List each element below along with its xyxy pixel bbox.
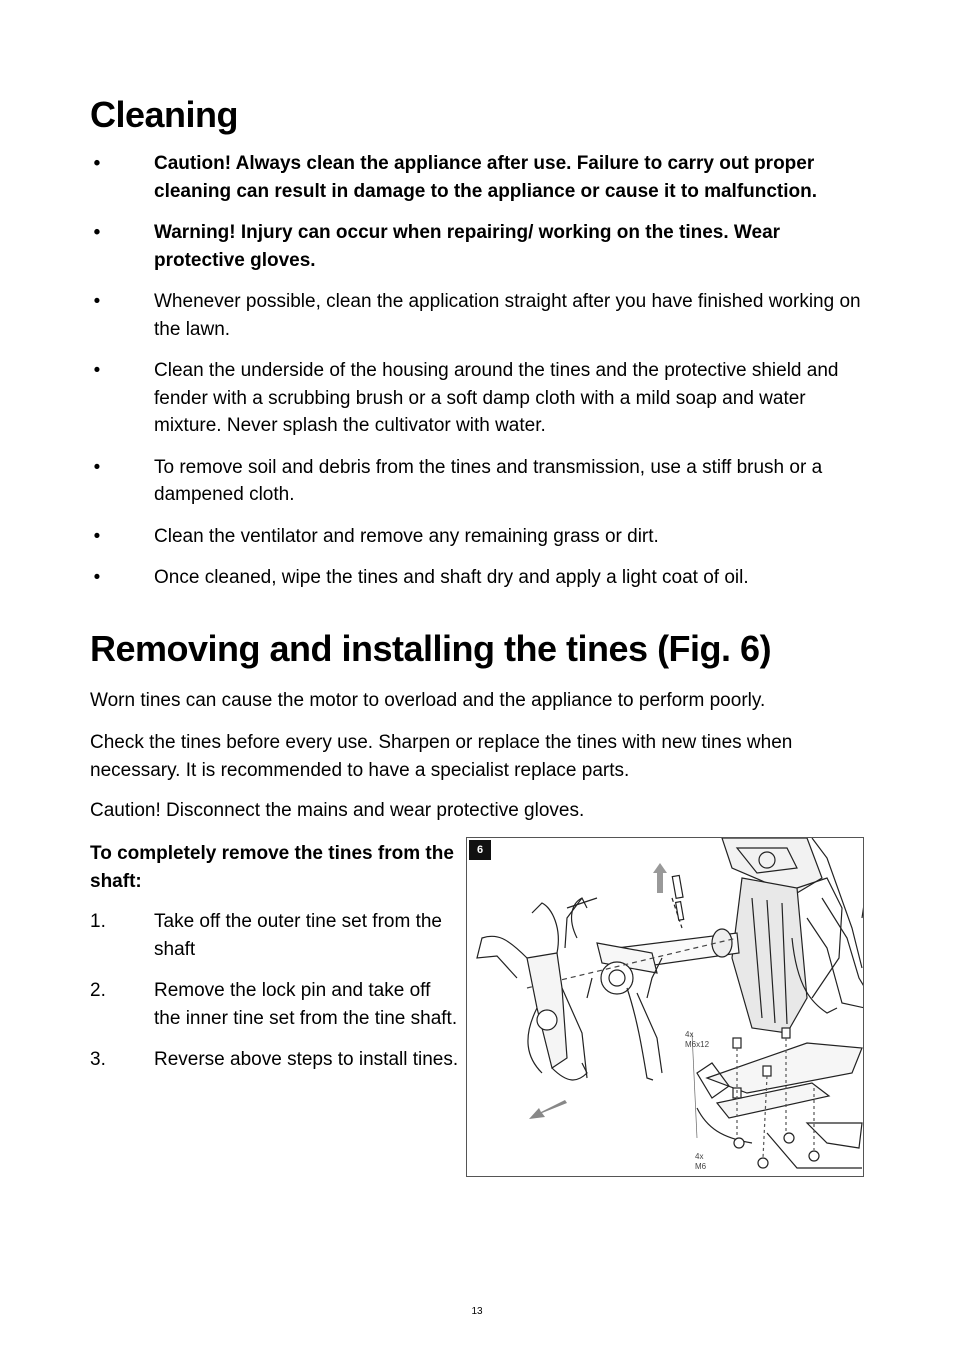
steps-list — [90, 908, 462, 1088]
list-item — [90, 1046, 462, 1074]
bullet-text: To remove soil and debris from the tines and transmission, use a stiff brush or a dampened cloth. — [154, 456, 823, 505]
step-number: 3. — [90, 1049, 106, 1070]
bolt-quantity-label: 4x M6x12 — [685, 1030, 710, 1049]
check-paragraph: Check the tines before every use. Sharpen or replace the tines with new tines when necessary. It is recommended to have a specialist replace parts. — [90, 732, 793, 781]
bullet-icon: • — [93, 360, 101, 381]
step-number: 1. — [90, 911, 106, 932]
step-number: 2. — [90, 980, 106, 1001]
intro-paragraph: Worn tines can cause the motor to overload and the appliance to perform poorly. — [90, 690, 766, 711]
list-item — [90, 908, 462, 963]
figure-number-badge: 6 — [469, 840, 491, 860]
bullet-text: Warning! Injury can occur when repairing/ working on the tines. Wear protective gloves. — [154, 222, 781, 271]
bullet-text: Caution! Always clean the appliance after use. Failure to carry out proper cleaning can result in damage to the appliance or cause it to malfunction. — [154, 153, 818, 202]
bullet-text: Clean the underside of the housing around the tines and the protective shield and fender with a scrubbing brush or a soft damp cloth with a mild soap and water mixture. Never splash the cultivator with water. — [154, 360, 839, 436]
list-item — [90, 454, 870, 509]
nut-quantity-label: 4x M6 — [695, 1152, 707, 1171]
list-item — [90, 564, 870, 592]
bullet-icon: • — [93, 567, 101, 588]
cleaning-bullet-list — [90, 150, 870, 606]
list-item — [90, 357, 870, 440]
list-item — [90, 288, 870, 343]
list-item — [90, 523, 870, 551]
bullet-icon: • — [93, 456, 101, 478]
step-text: Remove the lock pin and take off the inner tine set from the tine shaft. — [154, 980, 458, 1029]
figure-6-tine-assembly — [466, 837, 864, 1177]
page-number: 13 — [471, 1306, 483, 1317]
list-item — [90, 150, 870, 205]
list-item — [90, 219, 870, 274]
steps-subheading: To completely remove the tines from the shaft: — [90, 843, 454, 892]
list-item — [90, 977, 462, 1032]
bullet-text: Whenever possible, clean the application straight after you have finished working on the lawn. — [154, 291, 861, 340]
bullet-text: Clean the ventilator and remove any remaining grass or dirt. — [154, 525, 659, 547]
bullet-icon: • — [93, 525, 101, 547]
step-text: Reverse above steps to install tines. — [154, 1049, 459, 1070]
cleaning-heading: Cleaning — [90, 94, 239, 135]
step-text: Take off the outer tine set from the shaft — [154, 911, 442, 960]
bullet-icon: • — [93, 291, 101, 312]
caution-paragraph: Caution! Disconnect the mains and wear protective gloves. — [90, 800, 585, 821]
removing-tines-heading: Removing and installing the tines (Fig. 6) — [90, 628, 772, 669]
tine-exploded-diagram — [467, 838, 864, 1177]
bullet-icon: • — [93, 153, 101, 174]
bullet-icon: • — [93, 222, 101, 243]
bullet-text: Once cleaned, wipe the tines and shaft dry and apply a light coat of oil. — [154, 567, 749, 588]
